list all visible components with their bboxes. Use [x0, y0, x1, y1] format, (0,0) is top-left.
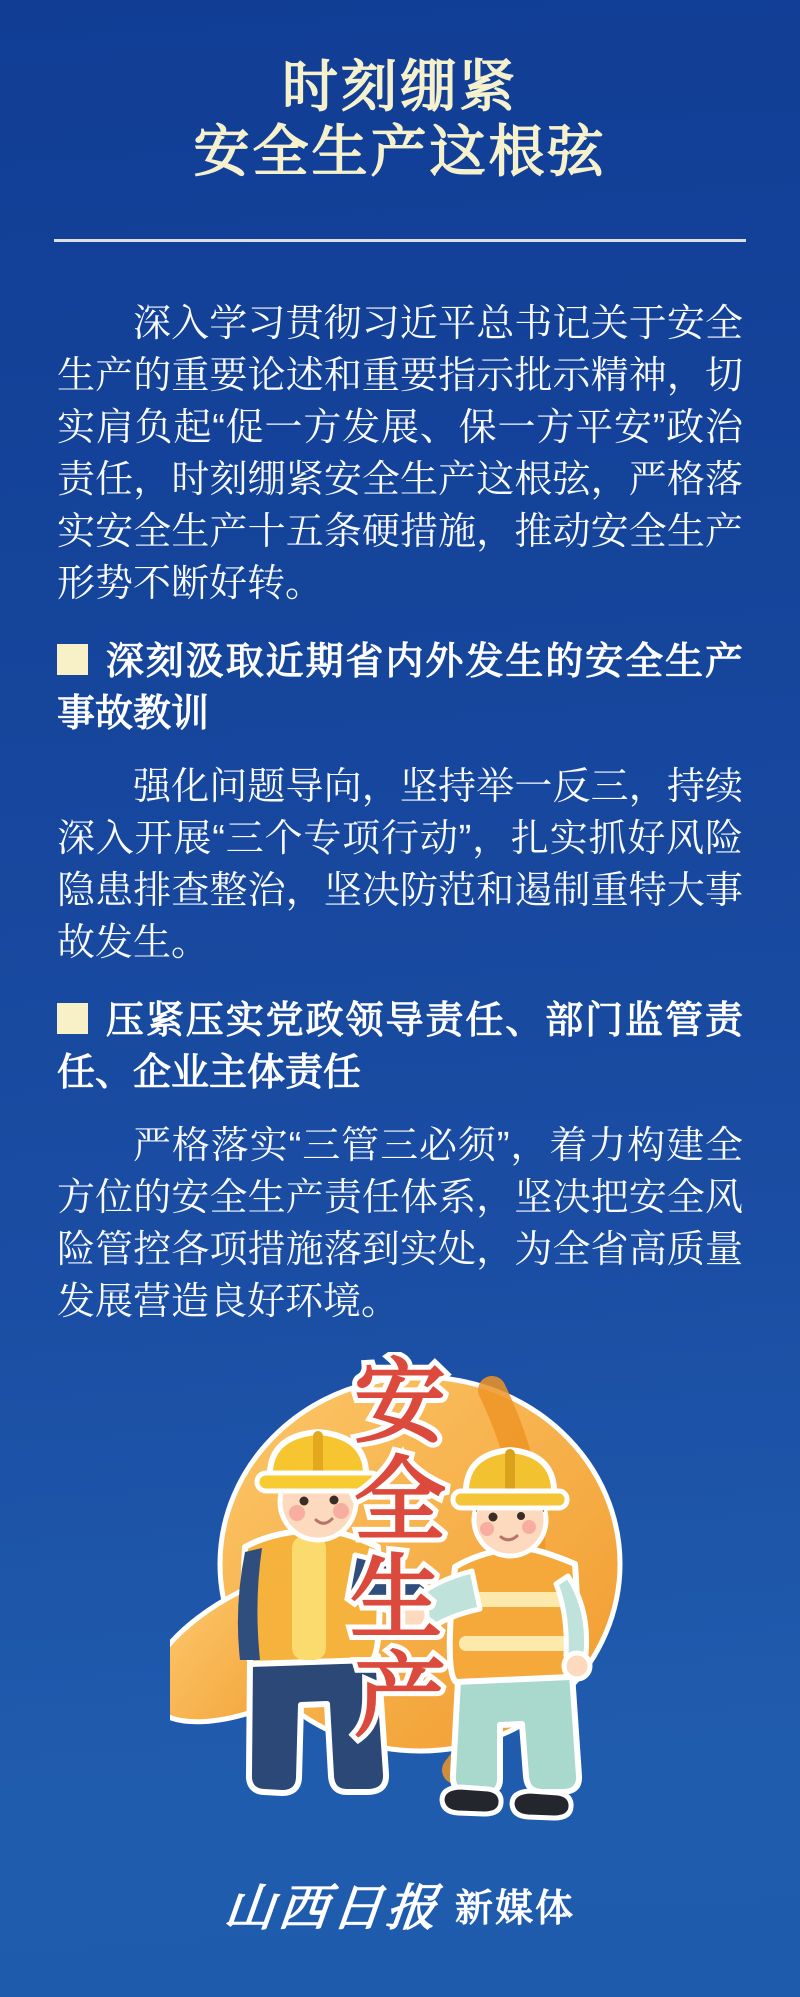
- section-heading-1: [57, 636, 743, 740]
- title-line-1: 时刻绷紧: [282, 55, 518, 118]
- brand-script-text: 山西日报: [221, 1880, 444, 1936]
- safety-illustration: [170, 1352, 630, 1822]
- overlay-char-4: 产: [353, 1646, 447, 1748]
- workers-handshake-illustration: [170, 1352, 630, 1822]
- intro-paragraph: 深入学习贯彻习近平总书记关于安全生产的重要论述和重要指示批示精神，切实肩负起“促一方发展、保一方平安”政治责任，时刻绷紧安全生产这根弦，严格落实安全生产十五条硬措施，推动安全生产形势不断好转。: [57, 303, 743, 605]
- page-title: [0, 0, 800, 184]
- square-bullet-icon: [57, 644, 88, 675]
- publisher-logo: [0, 1868, 800, 1940]
- section-heading-1-text: 深刻汲取近期省内外发生的安全生产事故教训: [57, 641, 743, 735]
- square-bullet-icon: [57, 1003, 88, 1034]
- overlay-slogan: [350, 1352, 446, 1748]
- overlay-char-1: 安: [353, 1352, 447, 1454]
- title-divider: [54, 239, 746, 242]
- article-body: [57, 242, 743, 1328]
- brand-suffix-text: 新媒体: [454, 1887, 575, 1930]
- title-line-2: 安全生产这根弦: [193, 120, 607, 183]
- section-2-paragraph: 严格落实“三管三必须”，着力构建全方位的安全生产责任体系，坚决把安全风险管控各项措施落到实处，为全省高质量发展营造良好环境。: [57, 1125, 743, 1323]
- overlay-char-3: 生: [349, 1548, 443, 1650]
- section-heading-2-text: 压紧压实党政领导责任、部门监管责任、企业主体责任: [57, 1000, 743, 1094]
- section-heading-2: [57, 995, 743, 1099]
- overlay-char-2: 全: [353, 1450, 447, 1552]
- section-1-paragraph: 强化问题导向，坚持举一反三，持续深入开展“三个专项行动”，扎实抓好风险隐患排查整治，坚决防范和遏制重特大事故发生。: [57, 766, 743, 964]
